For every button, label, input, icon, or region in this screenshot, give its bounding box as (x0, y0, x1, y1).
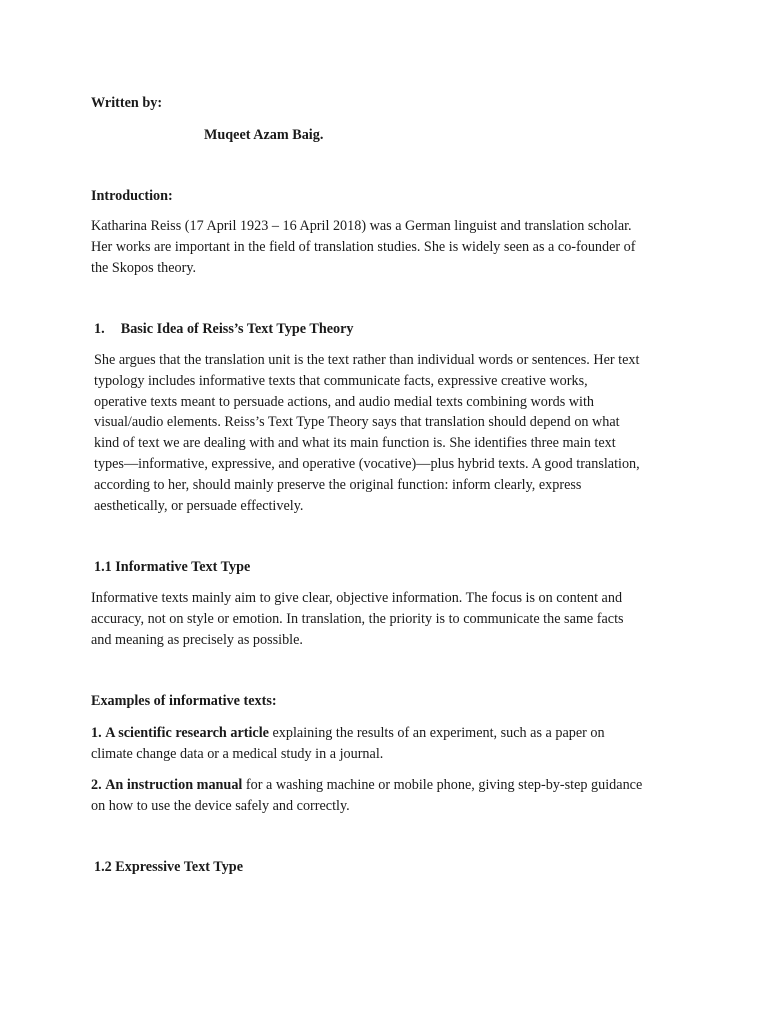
paragraph-line: Katharina Reiss (17 April 1923 – 16 April 2018) was a German linguist and translation scholar. (91, 218, 632, 234)
paragraph-line: She argues that the translation unit is the text rather than individual words or sentences. Her text (94, 352, 640, 368)
example-item (91, 775, 642, 817)
section-1-paragraph (94, 350, 640, 516)
example-line: climate change data or a medical study in a journal. (91, 745, 384, 762)
section-1-heading (94, 320, 354, 338)
example-bold-text: A scientific research article (105, 725, 269, 741)
examples-heading: Examples of informative texts: (91, 693, 277, 709)
author-name: Muqeet Azam Baig. (204, 127, 324, 143)
example-bold-text: An instruction manual (105, 777, 243, 793)
paragraph-line: and meaning as precisely as possible. (91, 631, 303, 648)
paragraph-line: Informative texts mainly aim to give clear, objective information. The focus is on content and (91, 590, 623, 606)
paragraph-line: accuracy, not on style or emotion. In translation, the priority is to communicate the same facts (91, 610, 624, 627)
paragraph-line: aesthetically, or persuade effectively. (94, 497, 304, 514)
example-number: 2. (91, 777, 102, 793)
example-item (91, 723, 605, 765)
paragraph-line: the Skopos theory. (91, 259, 197, 276)
section-1-title: Basic Idea of Reiss’s Text Type Theory (120, 321, 354, 337)
example-text: explaining the results of an experiment, such as a paper on (268, 725, 605, 741)
paragraph-line: typology includes informative texts that communicate facts, expressive creative works, (94, 372, 588, 389)
introduction-paragraph (91, 216, 636, 278)
section-1-1-heading: 1.1 Informative Text Type (94, 559, 251, 575)
section-1-1-paragraph (91, 588, 624, 650)
section-1-2-heading: 1.2 Expressive Text Type (94, 859, 243, 875)
written-by-label: Written by: (91, 95, 163, 111)
paragraph-line: kind of text we are dealing with and what its main function is. She identifies three main text (94, 435, 616, 452)
example-line (91, 723, 605, 744)
section-1-number: 1. (94, 321, 105, 337)
example-number: 1. (91, 725, 102, 741)
paragraph-line: operative texts meant to persuade actions, and audio medial texts combining words with (94, 393, 594, 410)
paragraph-line: types—informative, expressive, and operative (vocative)—plus hybrid texts. A good translation, (94, 455, 640, 472)
example-line (91, 775, 642, 796)
example-line: on how to use the device safely and correctly. (91, 797, 350, 814)
example-text: for a washing machine or mobile phone, giving step-by-step guidance (242, 777, 643, 793)
paragraph-line: visual/audio elements. Reiss’s Text Type Theory says that translation should depend on what (94, 414, 620, 431)
paragraph-line: Her works are important in the field of translation studies. She is widely seen as a co-founder of (91, 238, 636, 255)
paragraph-line: according to her, should mainly preserve the original function: inform clearly, express (94, 476, 582, 493)
introduction-heading: Introduction: (91, 188, 173, 204)
